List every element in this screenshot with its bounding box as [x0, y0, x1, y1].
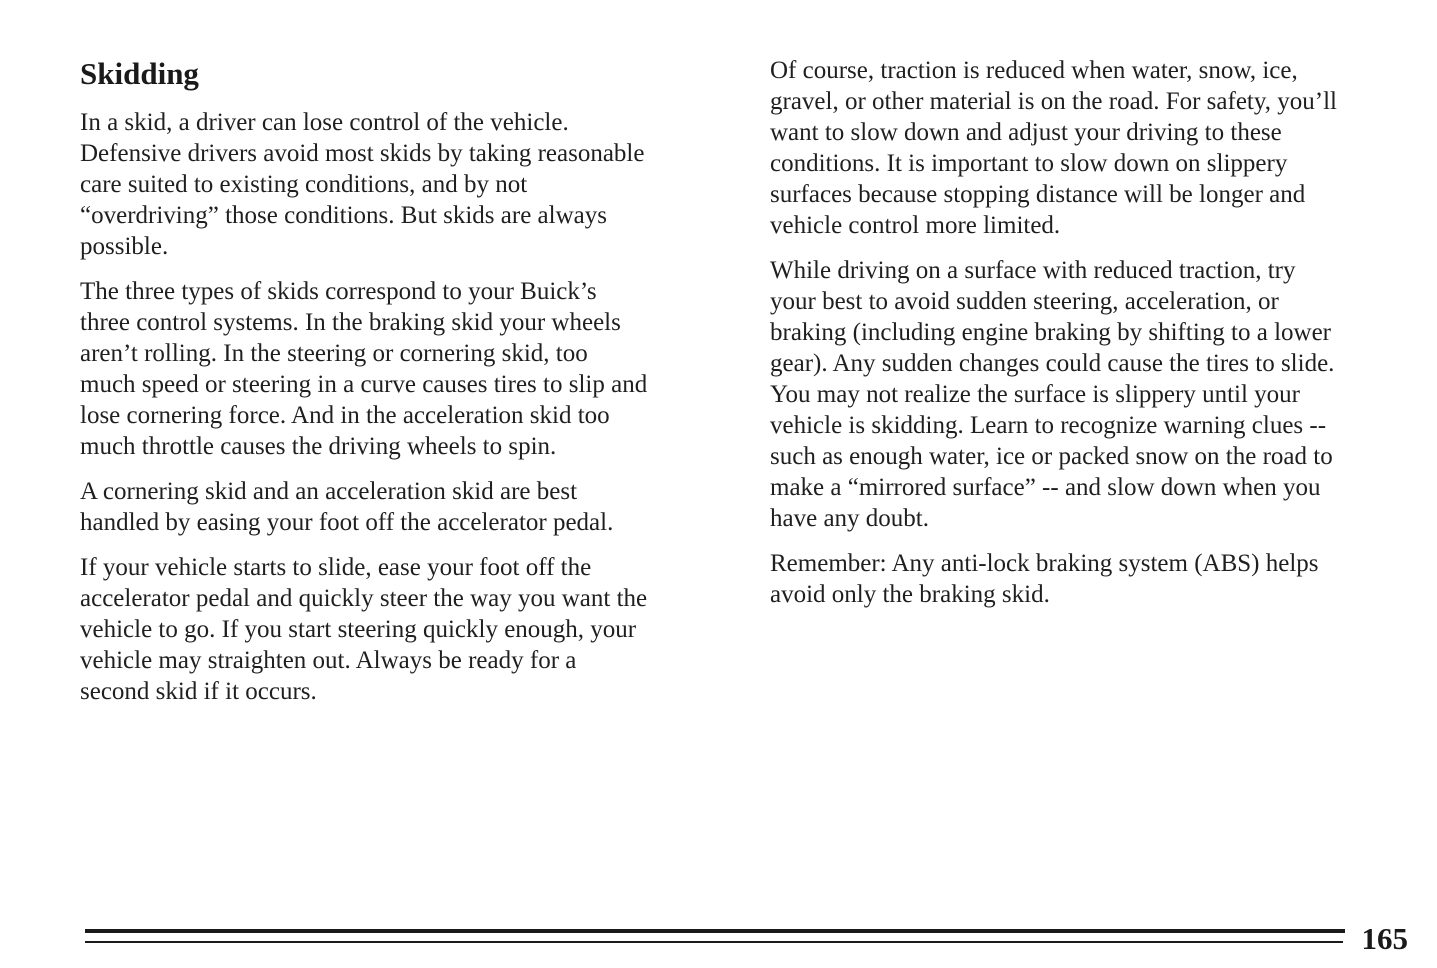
- paragraph-skid-types: The three types of skids correspond to your Buick’s three control systems. In the braking skid your wheels aren’t rolling. In the steering or cornering skid, too much speed or steering in a curve causes tires to slip and lose cornering force. And in the acceleration skid too much throttle causes the driving wheels to spin.: [80, 278, 648, 460]
- paragraph-skid-control: In a skid, a driver can lose control of the vehicle. Defensive drivers avoid most skids by taking reasonable care suited to existing conditions, and by not “overdriving” those conditions. But skids are always possible.: [80, 109, 645, 260]
- footer-rule-thin: [85, 941, 1343, 943]
- paragraph-vehicle-slide: If your vehicle starts to slide, ease your foot off the accelerator pedal and quickly steer the way you want the vehicle to go. If you start steering quickly enough, your vehicle may straighten out. Always be ready for a second skid if it occurs.: [80, 554, 648, 705]
- paragraph-reduced-traction: Of course, traction is reduced when water, snow, ice, gravel, or other material is on the road. For safety, you’ll want to slow down and adjust your driving to these conditions. It is important to slow down on slippery surfaces because stopping distance will be longer and vehicle control more limited.: [770, 57, 1337, 239]
- paragraph-abs-remember: Remember: Any anti-lock braking system (ABS) helps avoid only the braking skid.: [770, 550, 1319, 608]
- section-heading: Skidding: [80, 56, 199, 91]
- left-text-column: [80, 107, 730, 721]
- paragraph-driving-surface: While driving on a surface with reduced traction, try your best to avoid sudden steering, acceleration, or braking (including engine braking by shifting to a lower gear). Any sudden changes could cause the tires to slide. You may not realize the surface is slippery until your vehicle is skidding. Learn to recognize warning clues -- such as enough water, ice or packed snow on the road to make a “mirrored surface” -- and slow down when you have any doubt.: [770, 257, 1335, 532]
- right-text-column: [770, 55, 1420, 624]
- footer-rule-thick: [85, 929, 1345, 933]
- page-number: 165: [1361, 921, 1408, 956]
- paragraph-cornering-acceleration: A cornering skid and an acceleration skid are best handled by easing your foot off the accelerator pedal.: [80, 478, 614, 536]
